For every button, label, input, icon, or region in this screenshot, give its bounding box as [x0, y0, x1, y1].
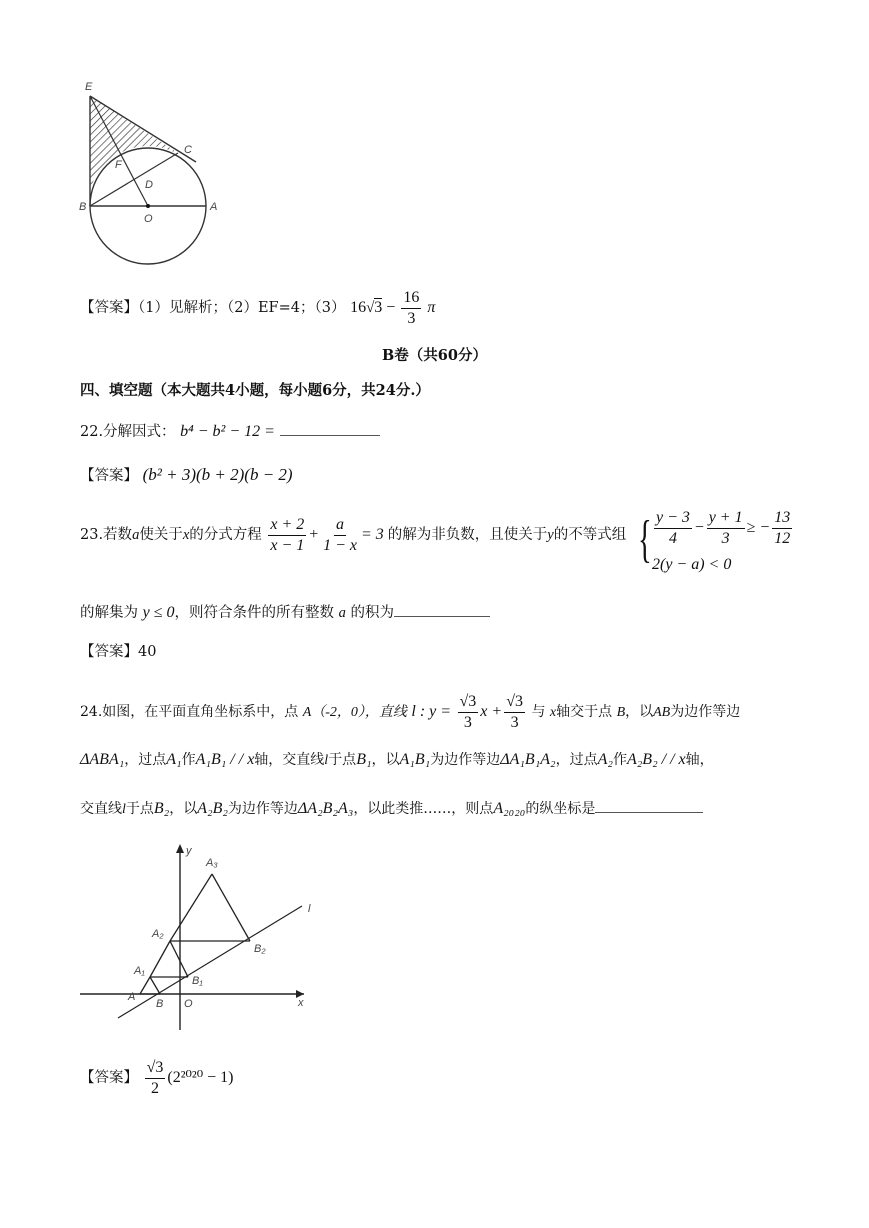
question-23-line2: 的解集为 y ≤ 0，则符合条件的所有整数 a 的积为 [80, 602, 490, 623]
label-A3: A₃ [206, 857, 218, 869]
q24-answer: 【答案】 $\frac{√3}{2}$ (2²⁰²⁰ − 1) [80, 1059, 234, 1097]
label-y: y [186, 845, 192, 857]
label-F: F [115, 159, 122, 171]
label-B1: B₁ [192, 975, 203, 987]
label-O: O [144, 213, 153, 225]
brace: { [638, 511, 652, 568]
label-A: A [128, 991, 136, 1003]
label-x: x [298, 997, 304, 1009]
question-24-line1: 24.如图，在平面直角坐标系中，点 A（-2，0），直线 l : y = $\frac{√3}{3}$ x + $\frac{√3}{3}$ 与 x轴交于点 B，以AB为边作等边 [80, 693, 741, 731]
question-23: 23.若数a使关于x的分式方程 $\frac{x + 2}{x - 1}$ + $\frac{a}{1 - x}$ = 3 的解为非负数，且使关于y的不等式组 [80, 516, 627, 554]
question-24-line2: ΔABA₁，过点A₁作A₁B₁ / / x轴，交直线l于点B₁，以A₁B₁为边作等边ΔA₁B₁A₂，过点A₂作A₂B₂ / / x轴， [80, 751, 714, 768]
label-A2: A₂ [152, 928, 164, 940]
coordinate-triangles-figure [78, 840, 318, 1035]
label-C: C [184, 144, 192, 156]
label-O: O [184, 998, 193, 1010]
q22-answer: 【答案】 (b² + 3)(b + 2)(b − 2) [80, 465, 293, 484]
label-B2: B₂ [254, 943, 266, 955]
question-24-line3: 交直线l于点B₂，以A₂B₂为边作等边ΔA₂B₂A₃，以此类推……，则点A₂₀₂₀的纵坐标是 [80, 798, 703, 820]
label-B: B [79, 201, 87, 213]
label-A: A [210, 201, 218, 213]
circle-tangent-figure [78, 76, 228, 291]
q21-answer: 【答案】（1）见解析；（2）EF=4；（3） 16√3 − $\frac{16}{3}$ π [80, 289, 436, 327]
q23-answer: 【答案】40 [80, 644, 157, 660]
section-b-title: B卷（共60分） [382, 347, 487, 364]
label-l: l [308, 903, 311, 915]
answer-blank [595, 798, 703, 813]
label-E: E [85, 81, 93, 93]
answer-blank [280, 421, 380, 436]
answer-blank [394, 602, 490, 617]
question-22: 22.分解因式： b⁴ − b² − 12 = [80, 421, 380, 442]
section-4-title: 四、填空题（本大题共4小题，每小题6分，共24分.） [80, 382, 430, 399]
label-A1: A₁ [134, 965, 145, 977]
label-B: B [156, 998, 164, 1010]
label-D: D [145, 179, 153, 191]
